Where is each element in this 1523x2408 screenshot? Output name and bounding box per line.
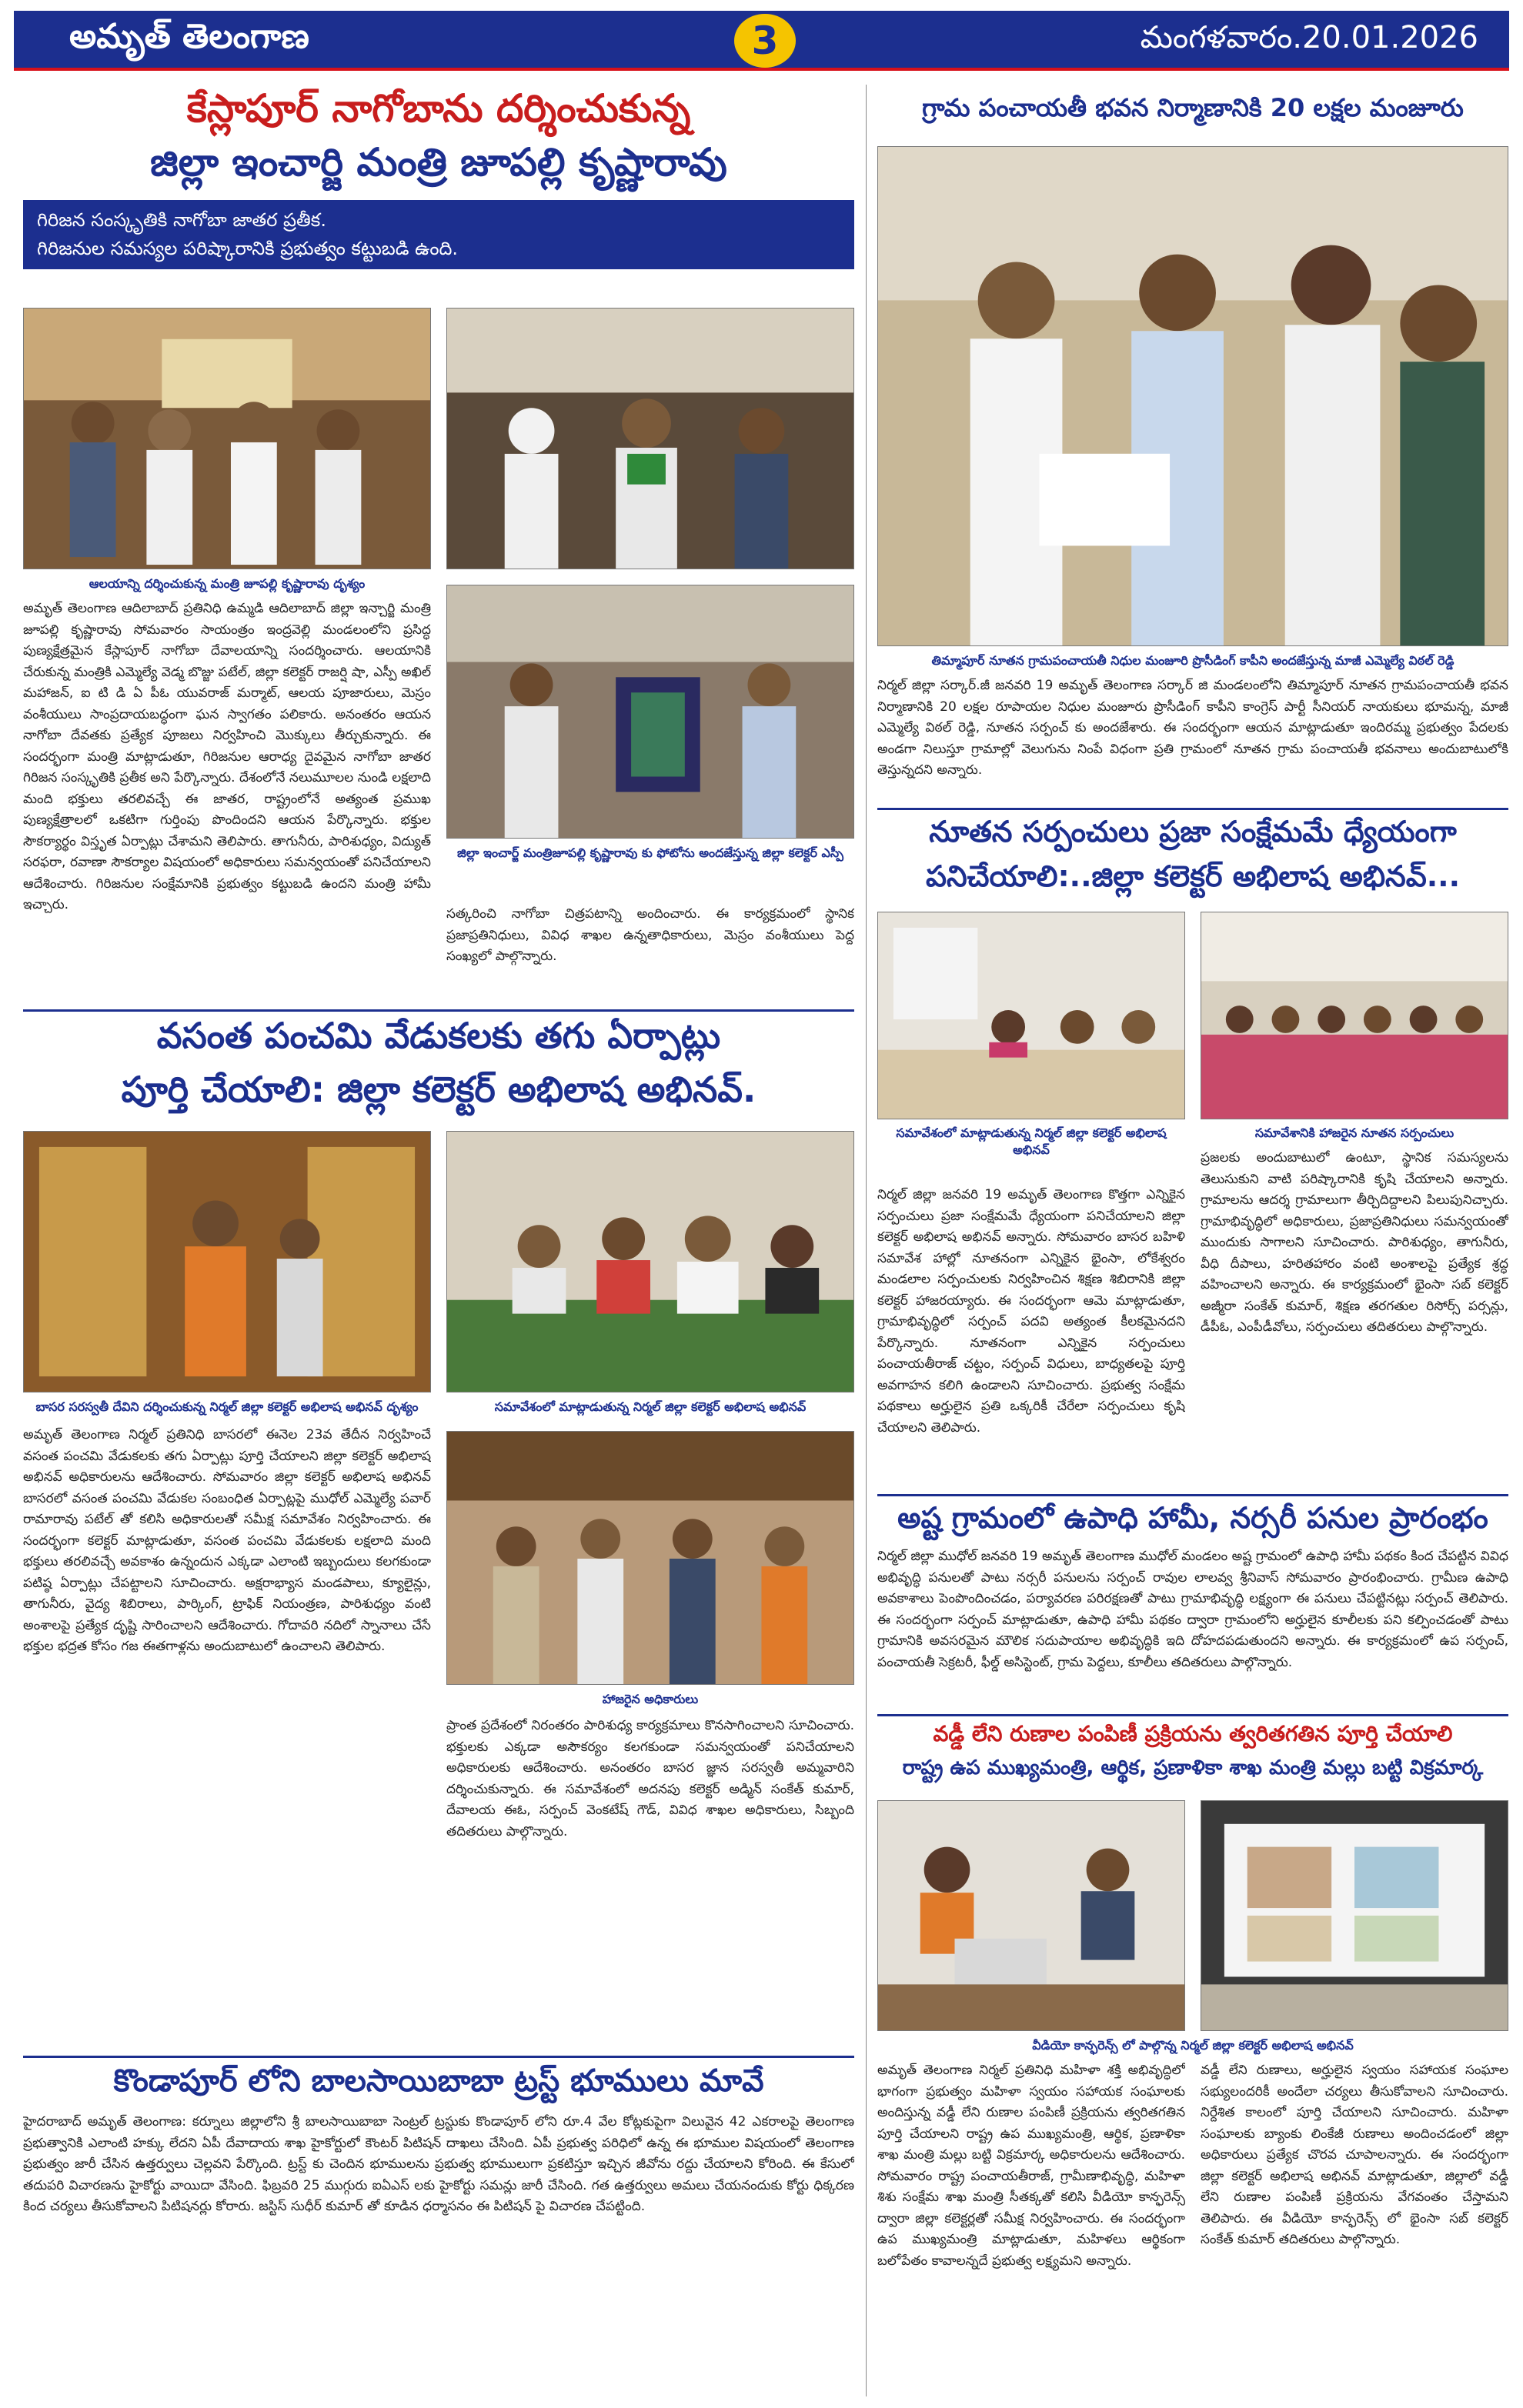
- divider: [877, 1714, 1508, 1716]
- story2-photo-review-meeting: [446, 1131, 854, 1392]
- story4-caption: తిమ్మాపూర్ నూతన గ్రామపంచాయతీ నిధుల మంజూరి ప్రొసీడింగ్ కాపీని అందజేస్తున్న మాజీ ఎమ్మెల్యే విఠల్ రెడ్డి: [931, 653, 1455, 668]
- divider: [877, 808, 1508, 810]
- issue-date: మంగళవారం.20.01.2026: [1140, 20, 1478, 55]
- story1-headline-line2: జిల్లా ఇంచార్జి మంత్రి జూపల్లి కృష్ణారావు: [150, 140, 727, 185]
- story5-caption-1: సమావేశంలో మాట్లాడుతున్న నిర్మల్ జిల్లా కలెక్టర్ అభిలాష అభినవ్: [896, 1126, 1167, 1158]
- masthead: [14, 11, 1509, 71]
- story2-caption-2: సమావేశంలో మాట్లాడుతున్న నిర్మల్ జిల్లా కలెక్టర్ అభిలాష అభినవ్: [494, 1399, 807, 1414]
- story1-photo-presentation: [446, 585, 854, 839]
- divider: [877, 1494, 1508, 1496]
- story5-headline-line1: నూతన సర్పంచులు ప్రజా సంక్షేమమే ధ్యేయంగా: [929, 815, 1457, 849]
- column-divider: [866, 85, 867, 2396]
- story4-photo-handover: [877, 146, 1508, 646]
- story5-photo-sarpanches: [1201, 912, 1508, 1119]
- story2-caption-1: బాసర సరస్వతీ దేవిని దర్శించుకున్న నిర్మల్ జిల్లా కలెక్టర్ అభిలాష అభినవ్ దృశ్యం: [35, 1399, 419, 1414]
- story6-body: నిర్మల్ జిల్లా ముధోల్ జనవరి 19 అమృత్ తెలంగాణ ముధోల్ మండలం అష్ట గ్రామంలో ఉపాధి హామీ పథకం కింద చేపట్టిన వివిధ అభివృద్ధి పనులతో పాటు నర్సరీ పనులను సర్పంచ్ రావుల లాలవ్వ శ్రీనివాస్ సోమవారం ప్రారంభించారు. గ్రామీణ ఉపాధి అవకాశాలు పెంపొందించడం, పర్యావరణ పరిరక్షణతో పాటు గ్రామాభివృద్ధి లక్ష్యంగా ఈ పనులు చేపట్టినట్లు సర్పంచ్ తెలిపారు. ఈ సందర్భంగా సర్పంచ్ మాట్లాడుతూ, ఉపాధి హామీ పథకం ద్వారా గ్రామంలోని అర్హులైన కూలీలకు పని కల్పించడంతో పాటు గ్రామానికి అవసరమైన మౌలిక సదుపాయాల అభివృద్ధికి ఇది దోహదపడుతుందని అన్నారు. ఈ కార్యక్రమంలో ఉప సర్పంచ్, పంచాయతీ సెక్రటరీ, ఫీల్డ్ అసిస్టెంట్, గ్రామ పెద్దలు, కూలీలు తదితరులు పాల్గొన్నారు.: [877, 1549, 1508, 1670]
- story1-body-continued: సత్కరించి నాగోబా చిత్రపటాన్ని అందించారు. ఈ కార్యక్రమంలో స్థానిక ప్రజాప్రతినిధులు, వివిధ శాఖల ఉన్నతాధికారులు, మెస్రం వంశీయులు పెద్ద సంఖ్యలో పాల్గొన్నారు.: [446, 906, 854, 965]
- story7-headline-line2: రాష్ట్ర ఉప ముఖ్యమంత్రి, ఆర్థిక, ప్రణాళికా శాఖ మంత్రి మల్లు బట్టి విక్రమార్క: [902, 1756, 1484, 1779]
- story1-photo-temple: [23, 308, 431, 569]
- story1-subhead-line2: గిరిజనుల సమస్యల పరిష్కారానికి ప్రభుత్వం కట్టుబడి ఉంది.: [37, 238, 459, 260]
- story1-body: అమృత్ తెలంగాణ ఆదిలాబాద్ ప్రతినిధి ఉమ్మడి ఆదిలాబాద్ జిల్లా ఇన్చార్జి మంత్రి జూపల్లి కృష్ణారావు సోమవారం సాయంత్రం ఇంద్రవెల్లి మండలంలోని ప్రసిద్ధ పుణ్యక్షేత్రమైన కేస్లాపూర్ నాగోబా దేవాలయాన్ని సందర్శించారు. ఆలయానికి చేరుకున్న మంత్రికి ఎమ్మెల్యే వెడ్మ బొజ్జు పటేల్, జిల్లా కలెక్టర్ రాజర్షి షా, ఎస్పీ అఖిల్ మహాజన్, ఐ టి డి ఏ పీఓ యువరాజ్ మర్మాట్, ఆలయ పూజారులు, మెస్రం వంశీయులు సాంప్రదాయబద్ధంగా ఘన స్వాగతం పలికారు. అనంతరం ఆయన నాగోబా దేవతకు ప్రత్యేక పూజలు నిర్వహించి మొక్కులు తీర్చుకున్నారు. ఈ సందర్భంగా మంత్రి మాట్లాడుతూ, గిరిజనుల ఆరాధ్య దైవమైన నాగోబా జాతర గిరిజన సంస్కృతికి ప్రతీక అని పేర్కొన్నారు. దేశంలోనే నలుమూలల నుండి లక్షలాది మంది భక్తులు తరలివచ్చే ఈ జాతర, రాష్ట్రంలోనే అత్యంత ప్రముఖ పుణ్యక్షేత్రాలలో ఒకటిగా గుర్తింపు పొందిందని ఆయన పేర్కొన్నారు. భక్తుల సౌకర్యార్థం విస్తృత ఏర్పాట్లు చేశామని తెలిపారు. తాగునీరు, పారిశుధ్యం, విద్యుత్ సరఫరా, రవాణా సౌకర్యాల విషయంలో అధికారులు సమన్వయంతో పనిచేయాలని ఆదేశించారు. గిరిజనుల సంక్షేమానికి ప్రభుత్వం కట్టుబడి ఉందని మంత్రి హామీ ఇచ్చారు.: [23, 601, 431, 913]
- divider: [23, 1009, 854, 1012]
- story7-photo-video-conference: [1201, 1800, 1508, 2031]
- story7-headline-line1: వడ్డీ లేని రుణాల పంపిణీ ప్రక్రియను త్వరితగతిన పూర్తి చేయాలి: [933, 1721, 1453, 1746]
- story3-body: హైదరాబాద్ అమృత్ తెలంగాణ: కర్నూలు జిల్లాలోని శ్రీ బాలసాయిబాబా సెంట్రల్ ట్రస్టుకు కొండాపూర్ లోని రూ.4 వేల కోట్లకుపైగా విలువైన 42 ఎకరాలపై తెలంగాణ ప్రభుత్వానికి ఎలాంటి హక్కు లేదని ఏపీ దేవాదాయ శాఖ హైకోర్టులో కౌంటర్ పిటిషన్ దాఖలు చేసింది. ఏపీ ప్రభుత్వ పరిధిలో ఉన్న ఈ భూముల విషయంలో తెలంగాణ ప్రభుత్వం జారీ చేసిన ఉత్తర్వులు చెల్లవని పేర్కొంది. ట్రస్ట్ కు చెందిన భూములను ప్రభుత్వ భూములుగా ప్రకటిస్తూ ఇచ్చిన జీవోను రద్దు చేయాలని కోరింది. ఈ కేసులో తదుపరి విచారణను హైకోర్టు వాయిదా వేసింది. ఫిబ్రవరి 25 ముగ్గురు ఐఏఎస్ లకు హైకోర్టు సమన్లు జారీ చేసింది. గత ఉత్తర్వులు అమలు చేయనందుకు కోర్టు ధిక్కరణ కింద చర్యలు తీసుకోవాలని పిటిషనర్లు కోరారు. జస్టిస్ సుధీర్ కుమార్ తో కూడిన ధర్మాసనం ఈ పిటిషన్ పై విచారణ చేపట్టింది.: [23, 2114, 854, 2215]
- story2-body: అమృత్ తెలంగాణ నిర్మల్ ప్రతినిధి బాసరలో ఈనెల 23వ తేదీన నిర్వహించే వసంత పంచమి వేడుకలకు తగు ఏర్పాట్లు పూర్తి చేయాలని జిల్లా కలెక్టర్ అభిలాష అభినవ్ అధికారులను ఆదేశించారు. సోమవారం జిల్లా కలెక్టర్ అభిలాష అభినవ్ బాసరలో వసంత పంచమి వేడుకల సంబంధిత ఏర్పాట్లపై ముధోల్ ఎమ్మెల్యే పవార్ రామారావు పటేల్ తో కలిసి అధికారులతో సమీక్ష సమావేశం నిర్వహించారు. ఈ సందర్భంగా కలెక్టర్ మాట్లాడుతూ, వసంత పంచమి వేడుకలకు లక్షలాది మంది భక్తులు తరలివచ్చే అవకాశం ఉన్నందున ఎక్కడా ఎలాంటి ఇబ్బందులు కలగకుండా పటిష్ఠ ఏర్పాట్లు చేపట్టాలని సూచించారు. అక్షరాభ్యాస మండపాలు, క్యూలైన్లు, తాగునీరు, వైద్య శిబిరాలు, పార్కింగ్, ట్రాఫిక్ నియంత్రణ, పారిశుధ్యం వంటి అంశాలపై ప్రత్యేక దృష్టి సారించాలని ఆదేశించారు. గోదావరి నదిలో స్నానాలు చేసే భక్తుల భద్రత కోసం గజ ఈతగాళ్లను అందుబాటులో ఉంచాలని తెలిపారు.: [23, 1427, 431, 1655]
- story1-subhead: [23, 200, 854, 269]
- story4-headline: గ్రామ పంచాయతీ భవన నిర్మాణానికి 20 లక్షల మంజూరు: [922, 93, 1464, 122]
- story5-body: నిర్మల్ జిల్లా జనవరి 19 అమృత్ తెలంగాణ కొత్తగా ఎన్నికైన సర్పంచులు ప్రజా సంక్షేమమే ధ్యేయంగా పనిచేయాలని జిల్లా కలెక్టర్ అభిలాష అభినవ్ అన్నారు. సోమవారం బాసర బహిళి సమావేశ హాల్లో నూతనంగా ఎన్నికైన భైంసా, లోకేశ్వరం మండలాల సర్పంచులకు నిర్వహించిన శిక్షణ శిబిరానికి జిల్లా కలెక్టర్ హాజరయ్యారు. ఈ సందర్భంగా ఆమె మాట్లాడుతూ, గ్రామాభివృద్ధిలో సర్పంచ్ పదవి అత్యంత కీలకమైనదని పేర్కొన్నారు. నూతనంగా ఎన్నికైన సర్పంచులు పంచాయతీరాజ్ చట్టం, సర్పంచ్ విధులు, బాధ్యతలపై పూర్తి అవగాహన కలిగి ఉండాలని సూచించారు. ప్రభుత్వ సంక్షేమ పథకాలు అర్హులైన ప్రతి ఒక్కరికీ చేరేలా సర్పంచులు కృషి చేయాలని తెలిపారు.: [877, 1187, 1185, 1436]
- story5-caption-2: సమావేశానికి హాజరైన నూతన సర్పంచులు: [1254, 1126, 1455, 1140]
- story1-photo-minister: [446, 308, 854, 569]
- story7-caption: వీడియో కాన్ఫరెన్స్ లో పాల్గొన్న నిర్మల్ జిల్లా కలెక్టర్ అభిలాష అభినవ్: [1032, 2038, 1354, 2053]
- story7-photo-collector-laptop: [877, 1800, 1185, 2031]
- story2-photo-officials: [446, 1431, 854, 1685]
- story3-headline: కొండాపూర్ లోని బాలసాయిబాబా ట్రస్ట్ భూములు మావే: [113, 2063, 764, 2099]
- story2-headline-line1: వసంత పంచమి వేడుకలకు తగు ఏర్పాట్లు: [156, 1015, 721, 1056]
- divider: [23, 2056, 854, 2058]
- story2-body-continued: ప్రాంత ప్రదేశంలో నిరంతరం పారిశుధ్య కార్యక్రమాలు కొనసాగించాలని సూచించారు. భక్తులకు ఎక్కడా అసౌకర్యం కలగకుండా సమన్వయంతో పనిచేయాలని అధికారులకు ఆదేశించారు. అనంతరం బాసర జ్ఞాన సరస్వతీ అమ్మవారిని దర్శించుకున్నారు. ఈ సమావేశంలో అదనపు కలెక్టర్ అడ్మిన్ సంకేత్ కుమార్, దేవాలయ ఈఓ, సర్పంచ్ వెంకటేష్ గౌడ్, వివిధ శాఖల అధికారులు, సిబ్బంది తదితరులు పాల్గొన్నారు.: [446, 1718, 854, 1839]
- story6-headline: అష్ట గ్రామంలో ఉపాధి హామీ, నర్సరీ పనుల ప్రారంభం: [897, 1501, 1488, 1535]
- story2-photo-basara-temple: [23, 1131, 431, 1392]
- story1-subhead-line1: గిరిజన సంస్కృతికి నాగోబా జాతర ప్రతీక.: [37, 209, 326, 231]
- story5-headline-line2: పనిచేయాలి:..జిల్లా కలెక్టర్ అభిలాష అభినవ్...: [925, 859, 1461, 893]
- story4-body: నిర్మల్ జిల్లా సర్కార్.జీ జనవరి 19 అమృత్ తెలంగాణ సర్కార్ జి మండలంలోని తిమ్మాపూర్ నూతన గ్రామపంచాయతీ భవన నిర్మాణానికి 20 లక్షల రూపాయల నిధుల మంజూరు ప్రొసీడింగ్ కాపీని కాంగ్రెస్ పార్టీ సీనియర్ నాయకులు భూమన్న, మాజీ ఎమ్మెల్యే విఠల్ రెడ్డి, నూతన సర్పంచ్ కు అందజేశారు. ఈ సందర్భంగా ఆయన మాట్లాడుతూ ఇందిరమ్మ ప్రభుత్వం పేదలకు అండగా నిలుస్తూ గ్రామాల్లో వెలుగును నింపే విధంగా ప్రతి గ్రామంలో నూతన గ్రామ పంచాయతీ భవనాలు అందుబాటులోకి తెస్తున్నదని అన్నారు.: [877, 678, 1508, 779]
- story1-headline-line1: కేస్లాపూర్ నాగోబాను దర్శించుకున్న: [186, 86, 691, 131]
- story5-photo-collector: [877, 912, 1185, 1119]
- story2-headline-line2: పూర్తి చేయాలి: జిల్లా కలెక్టర్ అభిలాష అభినవ్.: [121, 1069, 756, 1110]
- story5-body-continued: ప్రజలకు అందుబాటులో ఉంటూ, స్థానిక సమస్యలను తెలుసుకుని వాటి పరిష్కారానికి కృషి చేయాలని అన్నారు. గ్రామాలను ఆదర్శ గ్రామాలుగా తీర్చిదిద్దాలని పిలుపునిచ్చారు. గ్రామాభివృద్ధిలో అధికారులు, ప్రజాప్రతినిధులు సమన్వయంతో ముందుకు సాగాలని సూచించారు. పారిశుధ్యం, తాగునీరు, వీధి దీపాలు, హరితహారం వంటి అంశాలపై ప్రత్యేక శ్రద్ధ వహించాలని అన్నారు. ఈ కార్యక్రమంలో భైంసా సబ్ కలెక్టర్ అజ్మీరా సంకేత్ కుమార్, శిక్షణ తరగతుల రిసోర్స్ పర్సన్లు, డీపీఓ, ఎంపీడీవోలు, సర్పంచులు తదితరులు పాల్గొన్నారు.: [1201, 1150, 1508, 1336]
- story7-body: అమృత్ తెలంగాణ నిర్మల్ ప్రతినిధి మహిళా శక్తి అభివృద్ధిలో భాగంగా ప్రభుత్వం మహిళా స్వయం సహాయక సంఘాలకు అందిస్తున్న వడ్డీ లేని రుణాల పంపిణీ ప్రక్రియను త్వరితగతిన పూర్తి చేయాలని రాష్ట్ర ఉప ముఖ్యమంత్రి, ఆర్థిక, ప్రణాళికా శాఖ మంత్రి మల్లు బట్టి విక్రమార్క అధికారులను ఆదేశించారు. సోమవారం రాష్ట్ర పంచాయతీరాజ్, గ్రామీణాభివృద్ధి, మహిళా శిశు సంక్షేమ శాఖ మంత్రి సీతక్కతో కలిసి వీడియో కాన్ఫరెన్స్ ద్వారా జిల్లా కలెక్టర్లతో సమీక్ష నిర్వహించారు. ఈ సందర్భంగా ఉప ముఖ్యమంత్రి మాట్లాడుతూ, మహిళలు ఆర్థికంగా బలోపేతం కావాలన్నదే ప్రభుత్వ లక్ష్యమని అన్నారు.: [877, 2063, 1185, 2269]
- newspaper-name: అమృత్ తెలంగాణ: [69, 17, 309, 56]
- story1-caption-2: జిల్లా ఇంచార్జ్ మంత్రిజూపల్లి కృష్ణారావు కు ఫోటోను అందజేస్తున్న జిల్లా కలెక్టర్ ఎస్పీ: [457, 845, 843, 860]
- page-number-badge: 3: [734, 14, 796, 68]
- story7-body-continued: వడ్డీ లేని రుణాలు, అర్హులైన స్వయం సహాయక సంఘాల సభ్యులందరికీ అందేలా చర్యలు తీసుకోవాలని సూచించారు. నిర్దేశిత కాలంలో పూర్తి చేయాలని సూచించారు. మహిళా సంఘాలకు బ్యాంకు లింకేజీ రుణాలు అందించడంలో జిల్లా అధికారులు ప్రత్యేక చొరవ చూపాలన్నారు. ఈ సందర్భంగా జిల్లా కలెక్టర్ అభిలాష అభినవ్ మాట్లాడుతూ, జిల్లాలో వడ్డీ లేని రుణాల పంపిణీ ప్రక్రియను వేగవంతం చేస్తామని తెలిపారు. ఈ వీడియో కాన్ఫరెన్స్ లో భైంసా సబ్ కలెక్టర్ సంకేత్ కుమార్ తదితరులు పాల్గొన్నారు.: [1201, 2063, 1508, 2248]
- story1-caption-1: ఆలయాన్ని దర్శించుకున్న మంత్రి జూపల్లి కృష్ణారావు దృశ్యం: [89, 576, 366, 591]
- story2-caption-3: హాజరైన అధికారులు: [602, 1692, 699, 1706]
